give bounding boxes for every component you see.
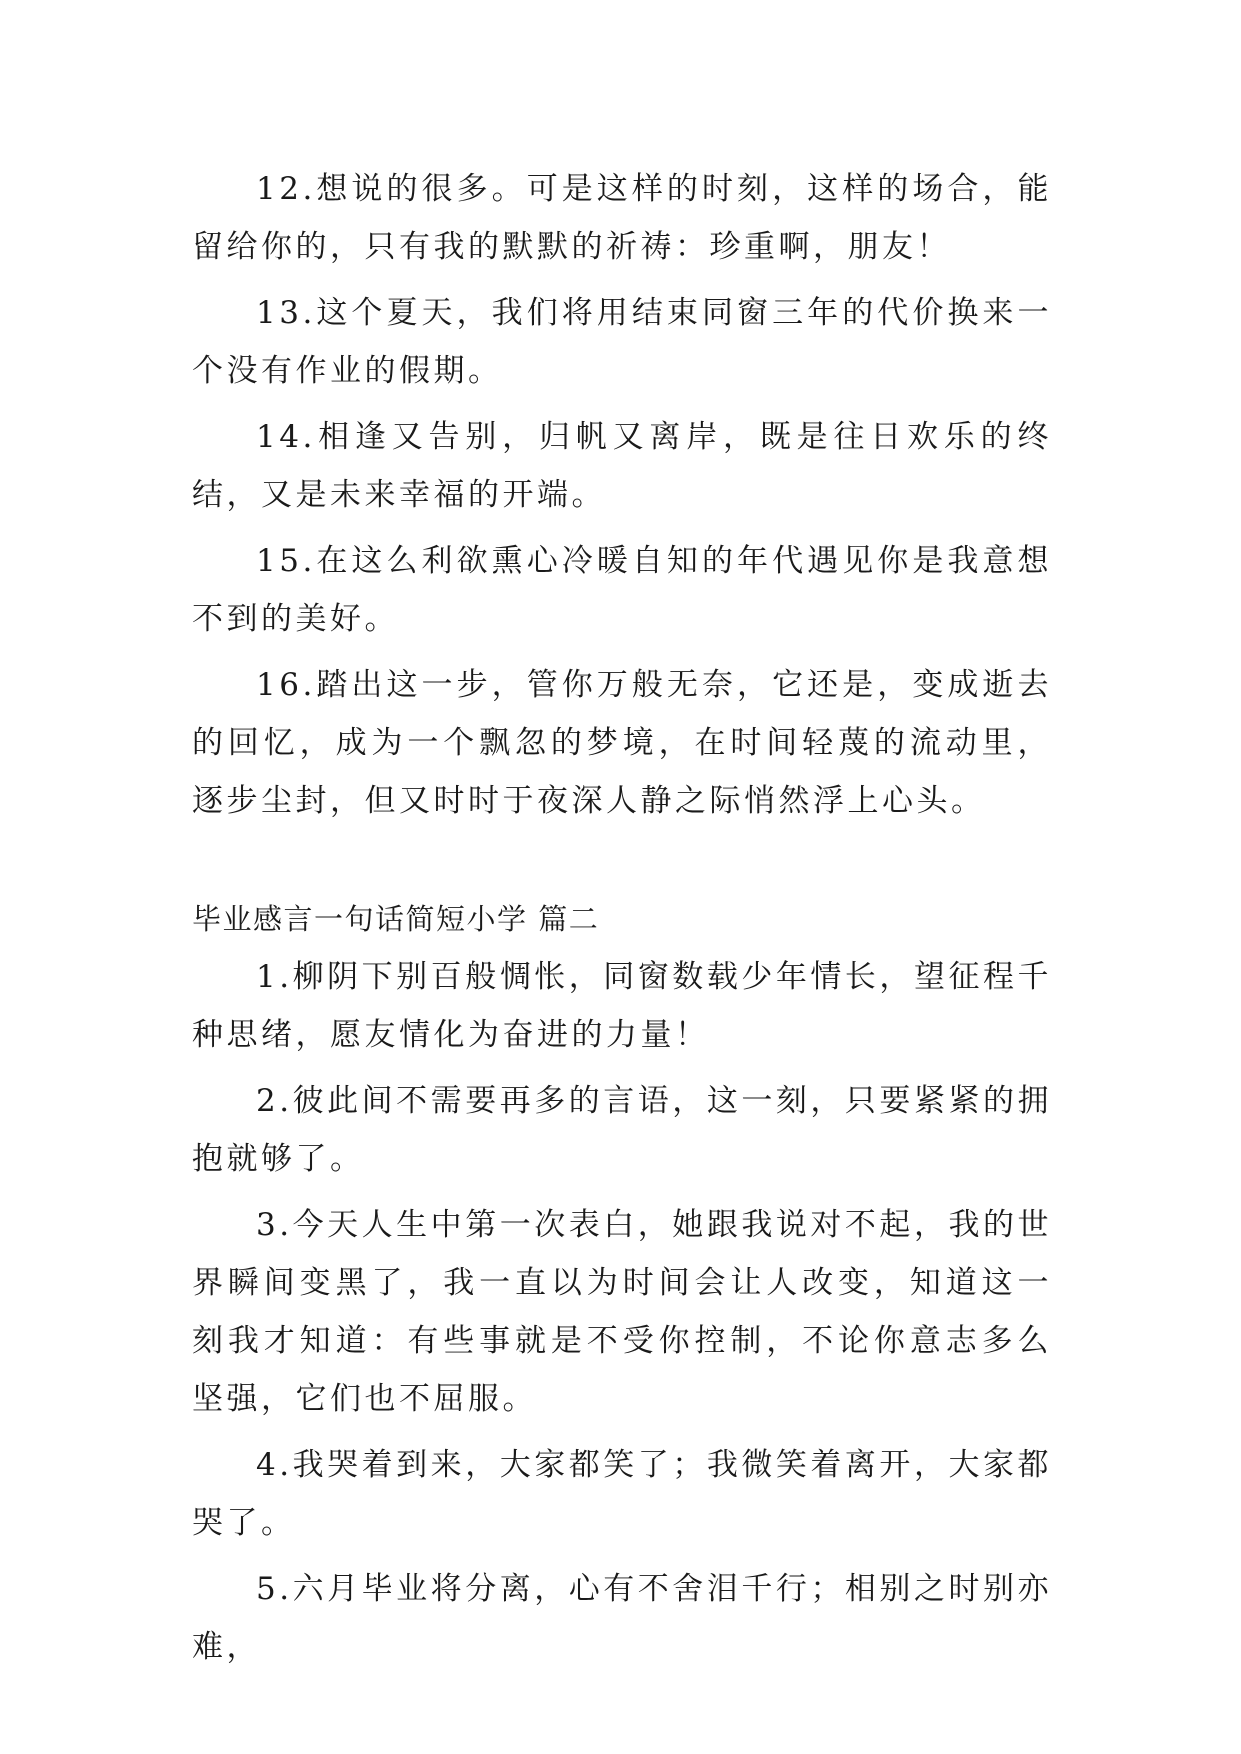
paragraph-item-5: 5.六月毕业将分离，心有不舍泪千行；相别之时别亦难， xyxy=(192,1571,1052,1665)
paragraph-item-13: 13.这个夏天，我们将用结束同窗三年的代价换来一个没有作业的假期。 xyxy=(192,295,1052,389)
paragraph-item-12: 12.想说的很多。可是这样的时刻，这样的场合，能留给你的，只有我的默默的祈祷：珍重啊，朋友！ xyxy=(192,171,1052,265)
paragraph-item-3: 3.今天人生中第一次表白，她跟我说对不起，我的世界瞬间变黑了，我一直以为时间会让人改变，知道这一刻我才知道：有些事就是不受你控制，不论你意志多么坚强，它们也不屈服。 xyxy=(192,1207,1052,1417)
paragraph-item-2: 2.彼此间不需要再多的言语，这一刻，只要紧紧的拥抱就够了。 xyxy=(192,1083,1052,1177)
paragraph-item-15: 15.在这么利欲熏心冷暖自知的年代遇见你是我意想不到的美好。 xyxy=(192,543,1052,637)
paragraph-item-4: 4.我哭着到来，大家都笑了；我微笑着离开，大家都哭了。 xyxy=(192,1447,1052,1541)
section-heading: 毕业感言一句话简短小学 篇二 xyxy=(192,902,600,936)
paragraph-item-14: 14.相逢又告别，归帆又离岸，既是往日欢乐的终结，又是未来幸福的开端。 xyxy=(192,419,1052,513)
paragraph-item-16: 16.踏出这一步，管你万般无奈，它还是，变成逝去的回忆，成为一个飘忽的梦境，在时间轻蔑的流动里，逐步尘封，但又时时于夜深人静之际悄然浮上心头。 xyxy=(192,667,1052,819)
paragraph-item-1: 1.柳阴下别百般惆怅，同窗数载少年情长，望征程千种思绪，愿友情化为奋进的力量！ xyxy=(192,959,1052,1053)
document-page xyxy=(192,160,1052,1684)
